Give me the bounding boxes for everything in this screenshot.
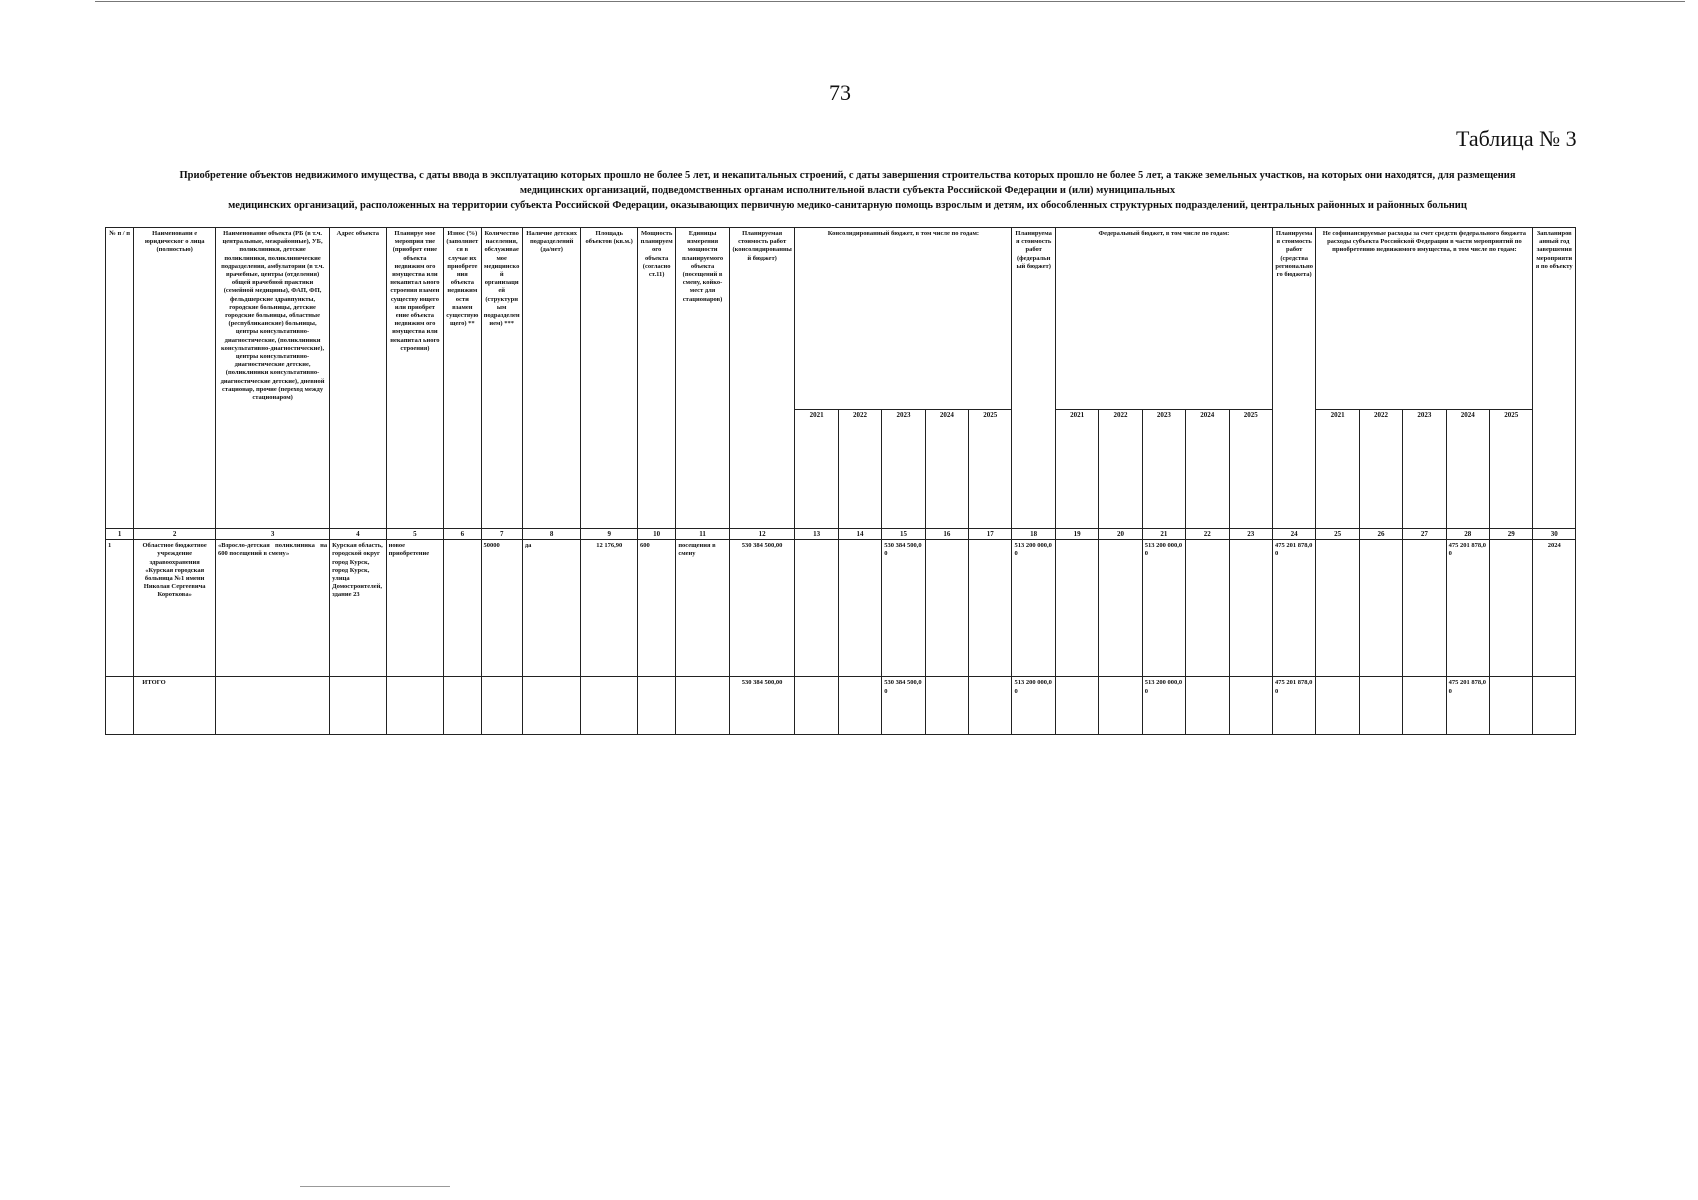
row-fed-2025 [1229,540,1272,677]
header-year-end: Запланированный год завершения мероприятия по объекту [1533,228,1576,529]
total-empty [581,677,638,735]
row-wear [444,540,481,677]
column-number: 14 [838,528,881,539]
row-nc-2022 [1359,540,1402,677]
table-label: Таблица № 3 [1456,126,1577,151]
total-fed-2023: 513 200 000,0 0 [1142,677,1185,735]
header-reg-total: Планируемая стоимость работ (средства регионального бюджета) [1272,228,1315,529]
title-line-3: медицинских организаций, расположенных на территории субъекта Российской Федерации, оказывающих первичную медико-санитарную помощь взрослым и детям, их обособленных структурных подразделений, центральных районных и районных больниц [228,200,1467,211]
column-number: 22 [1186,528,1229,539]
row-cost-total: 530 384 500,00 [729,540,795,677]
row-fed-2024 [1186,540,1229,677]
column-number: 28 [1446,528,1489,539]
column-number: 27 [1403,528,1446,539]
total-empty [1490,677,1533,735]
total-label: ИТОГО [134,677,216,735]
year-cell: 2021 [795,409,838,528]
row-capacity: 600 [637,540,675,677]
row-population: 50000 [481,540,522,677]
total-empty [1186,677,1229,735]
header-address: Адрес объекта [330,228,387,529]
total-empty [676,677,730,735]
total-empty [795,677,838,735]
row-nc-2024: 475 201 878,0 0 [1446,540,1489,677]
header-nonco-budget: Не софинансируемые расходы за счет средств федерального бюджета расходы субъекта Российской Федерации в части мероприятий по приобретению недвижимого имущества, в том числе по годам: [1316,228,1533,410]
total-empty [386,677,444,735]
total-row [106,677,1576,735]
column-number: 19 [1055,528,1098,539]
column-number: 23 [1229,528,1272,539]
header-object: Наименование объекта (РБ (в т.ч. центральные, межрайонные), УБ, поликлиники, детские поликлиники, поликлинические подразделения, амбулатории (в т.ч. врачебные, центры (отделения) общей врачебной практики (семейной медицины), ФАП, ФП, фельдшерские здравпункты, городские больницы, детские городские больницы, областные (республиканские) больницы, центры консультативно-диагностические, (поликлиники консультативно-диагностические), центры консультативно-диагностические детские, (поликлиники консультативно-диагностические детские), дневной стационар, прочие (переход между стационаром) [216,228,330,529]
row-cons-2025 [969,540,1012,677]
scan-artifact-line [300,1186,450,1187]
column-number: 26 [1359,528,1402,539]
header-activity: Планируе мое мероприя тие (приобрет ение объекта недвижим ого имущества или некапитал ьного строения взамен существу ющего или приобрет ение объекта недвижим ого имущества или некапитал ьного строения) [386,228,444,529]
year-cell: 2021 [1316,409,1359,528]
column-number: 3 [216,528,330,539]
total-fed-total: 513 200 000,0 0 [1012,677,1055,735]
year-cell: 2021 [1055,409,1098,528]
total-empty [1359,677,1402,735]
row-fed-2021 [1055,540,1098,677]
row-address: Курская область, городской округ город Курск, город Курск, улица Домостроителей, здание 23 [330,540,387,677]
total-cons-2023: 530 384 500,0 0 [882,677,925,735]
year-cell: 2024 [1446,409,1489,528]
column-number-row [106,528,1576,539]
title-line-2: медицинских организаций, подведомственных органам исполнительной власти субъекта Российской Федерации и (или) муниципальных [519,185,1176,196]
year-cell: 2022 [1099,409,1142,528]
total-empty [1055,677,1098,735]
total-empty [522,677,581,735]
row-unit: посещения в смену [676,540,730,677]
column-number: 9 [581,528,638,539]
column-number: 20 [1099,528,1142,539]
total-empty [838,677,881,735]
column-number: 10 [637,528,675,539]
header-capacity: Мощность планируемого объекта (согласно ст.11) [637,228,675,529]
table-row [106,540,1576,677]
column-number: 18 [1012,528,1055,539]
year-cell: 2023 [1142,409,1185,528]
total-empty [106,677,134,735]
column-number: 2 [134,528,216,539]
column-number: 12 [729,528,795,539]
year-cell: 2025 [1229,409,1272,528]
header-area: Площадь объектов (кв.м.) [581,228,638,529]
header-federal-budget: Федеральный бюджет, в том числе по годам: [1055,228,1272,410]
header-children: Наличие детских подразделений (да/нет) [522,228,581,529]
row-nc-2021 [1316,540,1359,677]
title-line-1: Приобретение объектов недвижимого имущества, с даты ввода в эксплуатацию которых прошло не более 5 лет, и некапитальных строений, с даты завершения строительства которых прошло не более 5 лет, а также земельных участков, на которых они находятся, для размещения [179,170,1516,181]
total-empty [637,677,675,735]
row-activity: новое приобретение [386,540,444,677]
header-wear: Износ (%) (заполняется в случае их приобретения объекта недвижимости взамен существующего) ** [444,228,481,529]
header-entity: Наименовани е юридическог о лица (полностью) [134,228,216,529]
header-consolidated-budget: Консолидированный бюджет, в том числе по годам: [795,228,1012,410]
column-number: 6 [444,528,481,539]
row-cons-2024 [925,540,968,677]
column-number: 29 [1490,528,1533,539]
row-area: 12 176,90 [581,540,638,677]
column-number: 17 [969,528,1012,539]
column-number: 5 [386,528,444,539]
year-cell: 2024 [1186,409,1229,528]
column-number: 24 [1272,528,1315,539]
column-number: 8 [522,528,581,539]
header-row [106,228,1576,410]
row-fed-2022 [1099,540,1142,677]
header-num: № п / п [106,228,134,529]
year-cell: 2025 [969,409,1012,528]
header-cost-total: Планируемая стоимость работ (консолидированный бюджет) [729,228,795,529]
column-number: 13 [795,528,838,539]
column-number: 15 [882,528,925,539]
data-table [105,227,1576,735]
row-children: да [522,540,581,677]
row-object: «Взросло-детская поликлиника на 600 посещений в смену» [216,540,330,677]
header-fed-total: Планируемая стоимость работ (федеральный бюджет) [1012,228,1055,529]
row-num: 1 [106,540,134,677]
column-number: 4 [330,528,387,539]
column-number: 25 [1316,528,1359,539]
row-cons-2022 [838,540,881,677]
row-fed-2023: 513 200 000,0 0 [1142,540,1185,677]
row-reg-total: 475 201 878,0 0 [1272,540,1315,677]
row-nc-2023 [1403,540,1446,677]
document-title [100,168,1595,213]
column-number: 1 [106,528,134,539]
year-cell: 2023 [882,409,925,528]
header-unit: Единицы измерения мощности планируемого объекта (посещений в смену, койко-мест для стационаров) [676,228,730,529]
total-empty [1316,677,1359,735]
year-cell: 2024 [925,409,968,528]
total-empty [969,677,1012,735]
total-empty [1403,677,1446,735]
total-empty [444,677,481,735]
column-number: 21 [1142,528,1185,539]
year-cell: 2022 [838,409,881,528]
row-fed-total: 513 200 000,0 0 [1012,540,1055,677]
year-cell: 2023 [1403,409,1446,528]
total-empty [330,677,387,735]
row-cons-2023: 530 384 500,0 0 [882,540,925,677]
column-number: 11 [676,528,730,539]
total-empty [1099,677,1142,735]
row-cons-2021 [795,540,838,677]
header-population: Количество населения, обслуживаемое медицинской организацией (структурным подразделением) *** [481,228,522,529]
scan-edge-line [95,1,1685,2]
total-empty [481,677,522,735]
total-empty [1229,677,1272,735]
total-empty [1533,677,1576,735]
row-entity: Областное бюджетное учреждение здравоохранения «Курская городская больница №1 имени Николая Сергеевича Короткова» [134,540,216,677]
total-cost-total: 530 384 500,00 [729,677,795,735]
column-number: 16 [925,528,968,539]
row-year-end: 2024 [1533,540,1576,677]
page-number: 73 [829,80,851,105]
year-cell: 2025 [1490,409,1533,528]
total-reg-total: 475 201 878,0 0 [1272,677,1315,735]
year-cell: 2022 [1359,409,1402,528]
total-empty [925,677,968,735]
column-number: 30 [1533,528,1576,539]
column-number: 7 [481,528,522,539]
total-empty [216,677,330,735]
row-nc-2025 [1490,540,1533,677]
total-nc-2024: 475 201 878,0 0 [1446,677,1489,735]
